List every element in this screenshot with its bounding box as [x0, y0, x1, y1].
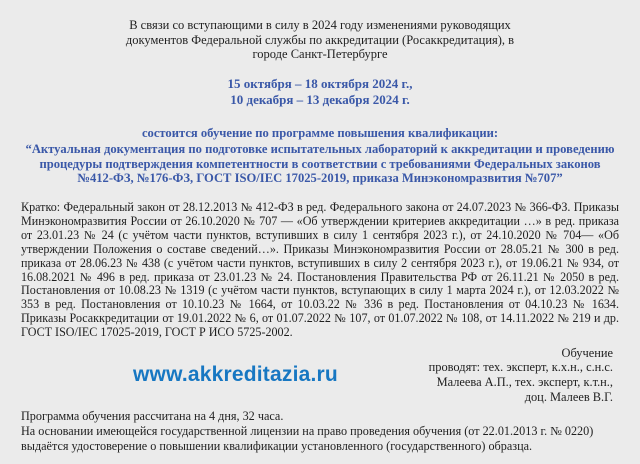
license-note: На основании имеющейся государственной лицензии на право проведения обучения (от 22.01.2013 г. № 0220) выдаётся удостоверение о повышении квалификации установленного (государственного) образца.: [21, 424, 594, 453]
course-date-2: 10 декабря – 13 декабря 2024 г.: [230, 92, 410, 108]
brief-paragraph: Кратко: Федеральный закон от 28.12.2013 № 412-ФЗ в ред. Федерального закона от 24.07.2023 № 366-ФЗ. Приказы Минэкономразвития России от 26.10.2020 № 707 — «Об утверждении критериев аккредитации …» в ред. приказа от 23.01.23 № 24 (с учётом части пунктов, вступивших в силу 1 сентября 2023 г.), от 24.10.2020 № 704— «Об утверждении Положения о составе сведений…». Приказы Минэкономразвития России от 28.05.21 № 300 в ред. приказа от 28.06.23 № 438 (с учётом части пунктов, вступивших в силу 2 сентября 2023 г.), от 19.06.21 № 934, от 16.08.2021 № 496 в ред. приказа от 23.01.23 № 24. Постановления Правительства РФ от 26.11.21 № 2050 в ред. Постановления от 10.08.23 № 1319 (с учётом части пунктов, вступающих в силу 1 марта 2024 г.), от 12.03.2022 № 353 в ред. Постановления от 10.10.23 № 1664, от 10.03.22 № 336 в ред. Постановления от 04.10.23 № 1634. Приказы Росаккредитации от 19.01.2022 № 6, от 01.07.2022 № 107, от 01.07.2022 № 108, от 14.11.2022 № 219 и др. ГОСТ ISO/IEC 17025-2019, ГОСТ Р ИСО 5725-2002.: [21, 200, 619, 339]
intro-text: В связи со вступающими в силу в 2024 году изменениями руководящих документов Федеральной службы по аккредитации (Росаккредитация), в городе Санкт-Петербурге: [125, 18, 515, 62]
course-dates: [21, 76, 619, 109]
instructors-line-2: проводят: тех. эксперт, к.х.н., с.н.с.: [428, 360, 613, 375]
session-line: состоится обучение по программе повышения квалификации:: [141, 125, 499, 140]
website-link[interactable]: www.akkreditazia.ru: [133, 363, 338, 386]
course-date-1: 15 октября – 18 октября 2024 г.,: [227, 75, 413, 91]
program-duration: Программа обучения рассчитана на 4 дня, 32 часа.: [21, 409, 284, 424]
instructors-line-4: доц. Малеев В.Г.: [524, 389, 613, 404]
instructors-block: [429, 346, 619, 405]
course-title: “Актуальная документация по подготовке испытательных лабораторий к аккредитации и проведению процедуры подтверждения компетентности в соответствии с требованиями Федеральных законов №412-ФЗ, №176-ФЗ, ГОСТ ISO/IEC 17025-2019, приказа Минэкономразвития №707”: [25, 141, 615, 186]
instructors-line-3: Малеева А.П., тех. эксперт, к.т.н.,: [436, 375, 613, 389]
footer-row: [21, 346, 619, 405]
instructors-line-1: Обучение: [561, 345, 613, 360]
